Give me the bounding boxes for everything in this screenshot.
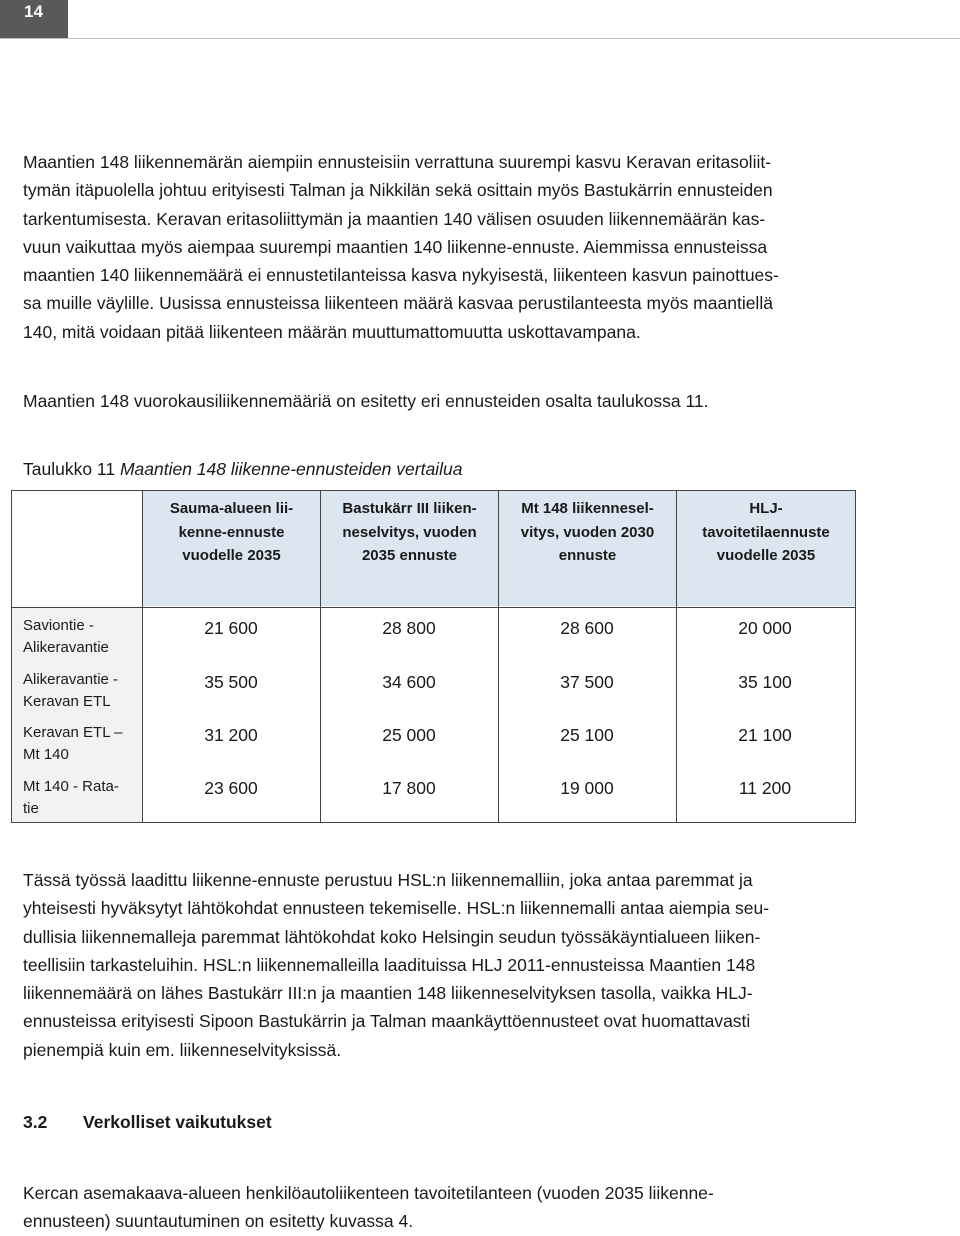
table-border-right: [855, 490, 856, 823]
table-cell: 25 000: [382, 725, 436, 745]
row-label-alikeravantie: Alikeravantie - Keravan ETL: [23, 671, 119, 710]
table-divider: [498, 490, 499, 823]
forecast-table: [11, 490, 856, 823]
table-cell: 28 600: [560, 618, 614, 638]
table-cell: 37 500: [560, 672, 614, 692]
table-cell: 35 100: [738, 672, 792, 692]
paragraph-table-reference: Maantien 148 vuorokausiliikennemääriä on esitetty eri ennusteiden osalta taulukossa 11.: [23, 391, 709, 411]
table-cell: 23 600: [204, 778, 258, 798]
table-cell: 17 800: [382, 778, 436, 798]
table-cell: 19 000: [560, 778, 614, 798]
paragraph-hsl-model: Tässä työssä laadittu liikenne-ennuste perustuu HSL:n liikennemalliin, joka antaa paremmat ja yhteisesti hyväksytyt lähtökohdat ennusteen tekemiselle. HSL:n liikennemalli antaa aiempia seu- dullisia liikennemalleja paremmat lähtökohdat koko Helsingin seudun työssäkäyntialueen liiken- teellisiin tarkasteluihin. HSL:n liikennemalleilla laadituissa HLJ 2011-ennusteissa Maantien 148 liikennemäärä on lähes Bastukärr III:n ja maantien 148 liikenneselvityksen tasolla, vaikka HLJ- ennusteissa erityisesti Sipoon Bastukärrin ja Talman maankäyttöennusteet ovat huomattavasti pienempiä kuin em. liikenneselvityksissä.: [23, 870, 770, 1060]
table-border-bottom: [11, 822, 856, 823]
table-border-top: [11, 490, 856, 491]
table-cell: 28 800: [382, 618, 436, 638]
table-cell: 35 500: [204, 672, 258, 692]
table-header-hlj: HLJ- tavoitetilaennuste vuodelle 2035: [677, 491, 855, 606]
table-corner-cell: [12, 491, 142, 606]
table-header-mt148: Mt 148 liikennesel- vitys, vuoden 2030 ennuste: [499, 491, 676, 606]
table-cell: 21 100: [738, 725, 792, 745]
section-heading: [23, 1108, 943, 1136]
section-title: Verkolliset vaikutukset: [83, 1112, 272, 1132]
table-divider: [142, 490, 143, 823]
table-header-bastukarr: Bastukärr III liiken- neselvitys, vuoden 2035 ennuste: [321, 491, 498, 606]
paragraph-forecast-comparison: Maantien 148 liikennemärän aiempiin ennusteisiin verrattuna suurempi kasvu Keravan eritasoliit- tymän itäpuolella johtuu erityisesti Talman ja Nikkilän sekä osittain myös Bastukärrin ennusteiden tarkentumisesta. Keravan eritasoliittymän ja maantien 140 välisen osuuden liikennemäärän kas- vuun vaikuttaa myös aiempaa suurempi maantien 140 liikenne-ennuste. Aiemmissa ennusteissa maantien 140 liikennemäärä ei ennustetilanteissa kasva nykyisestä, liikenteen kasvun painottues- sa muille väylille. Uusissa ennusteissa liikenteen määrä kasvaa perustilanteesta myös maantiellä 140, mitä voidaan pitää liikenteen määrän muuttumattomuutta uskottavampana.: [23, 152, 779, 342]
row-label-saviontie: Saviontie - Alikeravantie: [23, 617, 109, 656]
table-header-sauma: Sauma-alueen lii- kenne-ennuste vuodelle 2035: [143, 491, 320, 606]
section-number: 3.2: [23, 1112, 48, 1132]
table-cell: 21 600: [204, 618, 258, 638]
table-border-left: [11, 490, 12, 823]
table-cell: 25 100: [560, 725, 614, 745]
row-label-mt140: Mt 140 - Rata- tie: [23, 778, 119, 817]
table-cell: 34 600: [382, 672, 436, 692]
table-caption-label: Taulukko 11: [23, 459, 120, 479]
table-header-separator: [11, 607, 856, 608]
table-cell: 11 200: [738, 778, 792, 798]
table-divider: [676, 490, 677, 823]
table-caption: [23, 455, 943, 483]
row-label-keravan-etl: Keravan ETL – Mt 140: [23, 724, 123, 763]
table-row-label-column: [12, 608, 142, 822]
header-rule: [0, 38, 960, 39]
table-cell: 31 200: [204, 725, 258, 745]
paragraph-direction: Kercan asemakaava-alueen henkilöautoliikenteen tavoitetilanteen (vuoden 2035 liikenne- ennusteen) suuntautuminen on esitetty kuvassa 4.: [23, 1183, 714, 1232]
table-cell: 20 000: [738, 618, 792, 638]
table-divider: [320, 490, 321, 823]
page-number: 14: [0, 0, 68, 38]
table-caption-title: Maantien 148 liikenne-ennusteiden vertailua: [119, 459, 463, 479]
